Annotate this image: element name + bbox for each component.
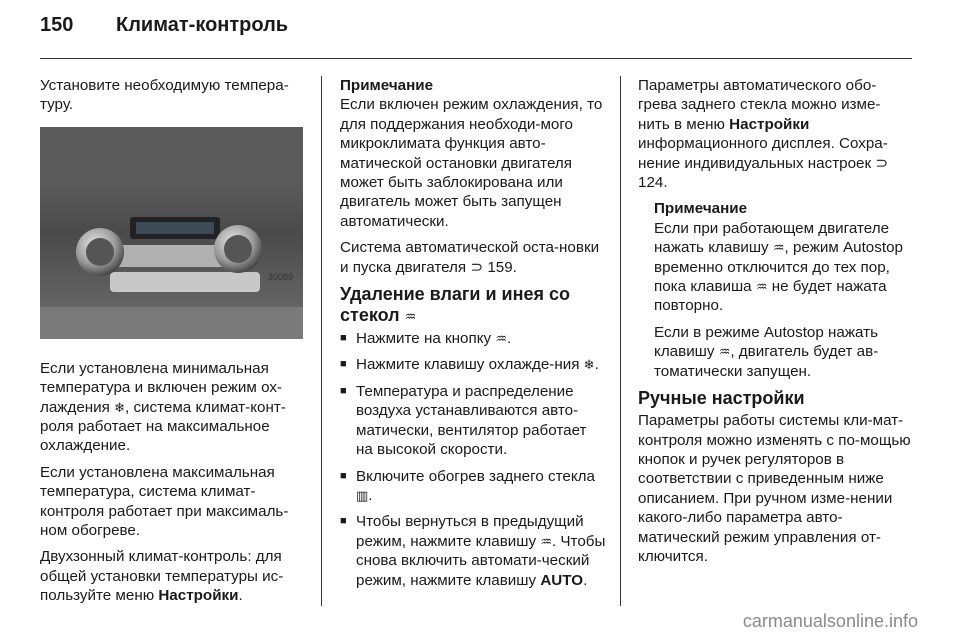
defog-steps-list [340, 329, 606, 590]
menu-settings: Настройки [729, 115, 810, 133]
snowflake-icon: ❄ [583, 357, 595, 373]
note-title: Примечание [340, 77, 434, 94]
note-paragraph-cooling: Если включен режим охлаждения, то для поддержания необходи-мого микроклимата функция авто-матической остановки двигателя может быть заблокирована или двигатель может быть запущен автоматически. [340, 96, 603, 230]
list-item: ■ Включите обогрев заднего стекла ▥. [340, 467, 606, 506]
arrow-ref-icon: ⊃ [470, 258, 484, 276]
windscreen-defrost-icon: ♒ [718, 344, 731, 360]
climate-control-panel-photo [40, 127, 303, 339]
rear-window-heat-icon: ▥ [356, 487, 369, 503]
figure-number: 30089 [268, 272, 294, 282]
windscreen-defrost-icon: ♒ [540, 533, 552, 549]
list-item: ■ Нажмите на кнопку ♒. [340, 329, 606, 348]
note-paragraph-autostop: Если при работающем двигателе нажать клавишу ♒, режим Autostop временно отключится до тех пор, пока клавиша ♒ не будет нажата повторно. [654, 219, 903, 315]
note-block [638, 199, 912, 381]
note-paragraph-autostop-restart: Если в режиме Autostop нажать клавишу ♒, двигатель будет ав-томатически запущен. [654, 323, 879, 380]
note-title: Примечание [654, 200, 748, 218]
snowflake-icon: ❄ [114, 399, 126, 415]
column-2 [340, 76, 606, 597]
list-item: ■ Нажмите клавишу охлажде-ния ❄. [340, 355, 606, 374]
page-number: 150 [40, 14, 74, 36]
auto-key-label: AUTO [540, 571, 584, 589]
section-heading-manual: Ручные настройки [638, 388, 805, 409]
column-divider-2 [620, 76, 621, 606]
paragraph-manual-settings: Параметры работы системы кли-мат-контроля можно изменять с по-мощью кнопок и ручек регуляторов в соответствии с приведенным ниже описанием. При ручном изме-нении какого-либо параметра авто-матический режим управления от-ключится. [638, 412, 911, 565]
page-title: Климат-контроль [116, 14, 289, 36]
list-item: ■ Температура и распределение воздуха устанавливаются авто-матически, вентилятор работает на высокой скорости. [340, 382, 606, 460]
column-3 [638, 76, 912, 573]
windscreen-defrost-icon: ♒ [404, 309, 417, 325]
watermark: carmanualsonline.info [742, 611, 918, 631]
windscreen-defrost-icon: ♒ [755, 279, 768, 295]
paragraph-maximum-temperature: Если установлена максимальная температура, система климат-контроля работает при максималь-ном обогреве. [40, 463, 289, 540]
column-divider-1 [321, 76, 322, 606]
paragraph-minimum-temperature: Если установлена минимальная температура и включен режим ох-лаждения ❄, система климат-конт-роля работает на максимальное охлаждение. [40, 359, 286, 455]
arrow-ref-icon: ⊃ [875, 154, 889, 172]
page-header [40, 14, 288, 37]
paragraph-rear-window-settings: Параметры автоматического обо-грева заднего стекла можно изме-нить в меню Настройки информационного дисплея. Сохра-нение индивидуальных настроек ⊃ 124. [638, 77, 889, 192]
section-heading-defog: Удаление влаги и инея со стекол ♒ [340, 284, 571, 326]
column-1 [40, 76, 306, 613]
menu-settings: Настройки [158, 587, 239, 605]
note-paragraph-autostop-ref: Система автоматической оста-новки и пуска двигателя ⊃ 159. [340, 239, 600, 276]
windscreen-defrost-icon: ♒ [772, 240, 785, 256]
paragraph-dual-zone: Двухзонный климат-контроль: для общей установки температуры ис-пользуйте меню Настройки. [40, 548, 284, 605]
list-item: ■ Чтобы вернуться в предыдущий режим, нажмите клавишу ♒. Чтобы снова включить автомати-ческий режим, нажмите клавишу AUTO. [340, 512, 606, 590]
header-rule [40, 58, 912, 59]
windscreen-defrost-icon: ♒ [495, 331, 508, 347]
paragraph-set-temperature: Установите необходимую темпера-туру. [40, 77, 289, 114]
